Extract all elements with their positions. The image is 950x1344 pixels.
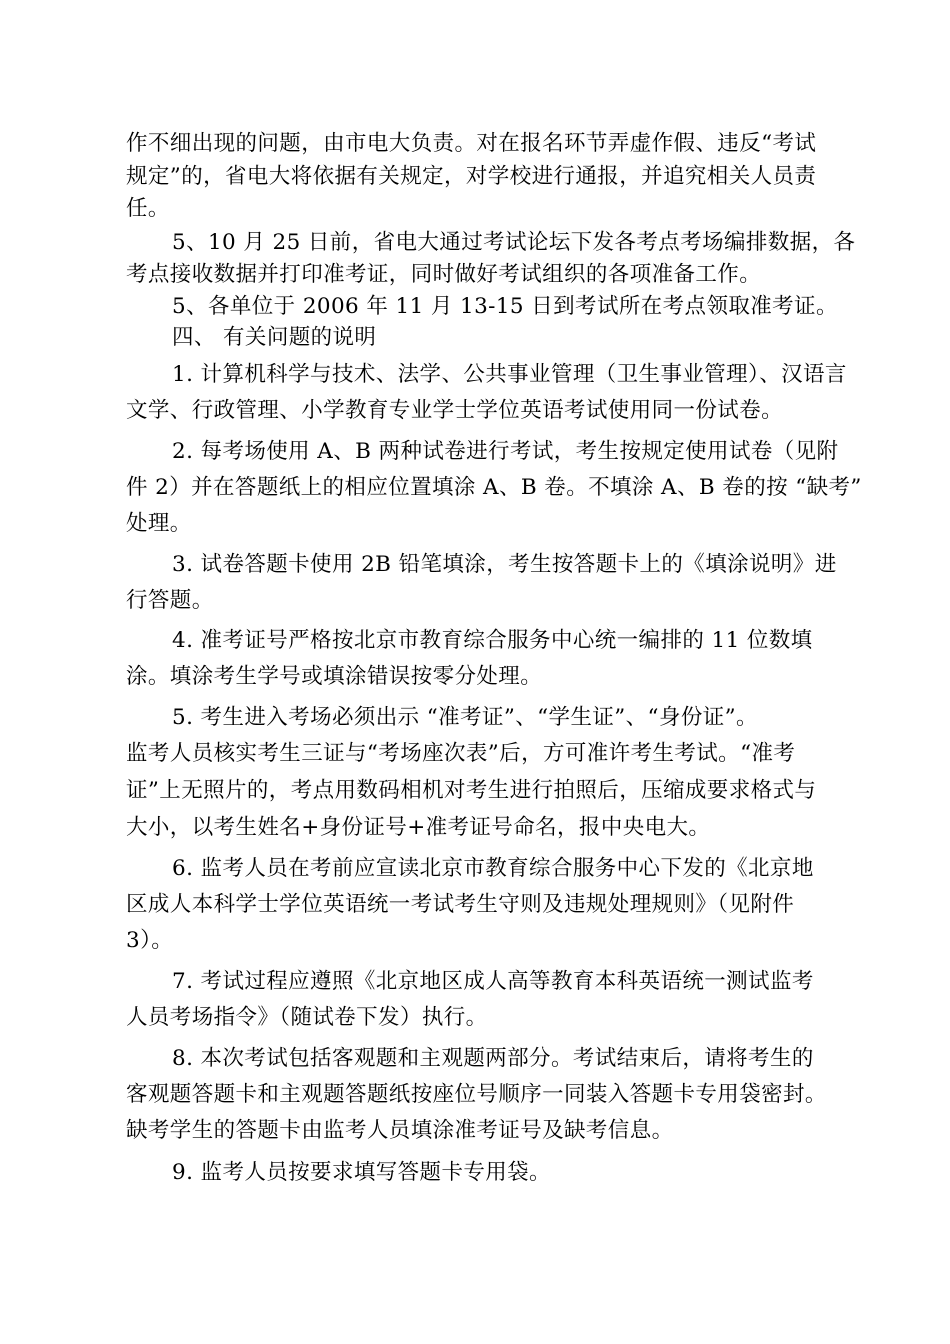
- text-line: 处理。: [126, 511, 192, 536]
- text-line: 5、各单位于 2006 年 11 月 13-15 日到考试所在考点领取准考证。: [172, 294, 838, 319]
- text-line: 监考人员核实考生三证与“考场座次表”后，方可准许考生考试。“准考: [126, 741, 796, 766]
- text-line: 区成人本科学士学位英语统一考试考生守则及违规处理规则》（见附件: [126, 892, 795, 917]
- text-line: 文学、行政管理、小学教育专业学士学位英语考试使用同一份试卷。: [126, 398, 784, 423]
- text-line: 涂。填涂考生学号或填涂错误按零分处理。: [126, 664, 543, 689]
- section-heading: 四、 有关问题的说明: [172, 325, 377, 350]
- text-line: 件 2）并在答题纸上的相应位置填涂 A、B 卷。不填涂 A、B 卷的按 “缺考”: [126, 475, 862, 500]
- text-line: 6. 监考人员在考前应宣读北京市教育综合服务中心下发的《北京地: [172, 856, 814, 881]
- text-line: 4. 准考证号严格按北京市教育综合服务中心统一编排的 11 位数填: [172, 628, 813, 653]
- text-line: 3）。: [126, 928, 174, 953]
- text-line: 3. 试卷答题卡使用 2B 铅笔填涂，考生按答题卡上的《填涂说明》进: [172, 552, 837, 577]
- text-line: 1. 计算机科学与技术、法学、公共事业管理（卫生事业管理）、汉语言: [172, 362, 847, 387]
- text-line: 规定”的，省电大将依据有关规定，对学校进行通报，并追究相关人员责: [126, 164, 817, 189]
- text-line: 任。: [126, 196, 170, 221]
- text-line: 2. 每考场使用 A、B 两种试卷进行考试，考生按规定使用试卷（见附: [172, 439, 839, 464]
- text-line: 7. 考试过程应遵照《北京地区成人高等教育本科英语统一测试监考: [172, 969, 814, 994]
- text-line: 作不细出现的问题，由市电大负责。对在报名环节弄虚作假、违反“考试: [126, 131, 817, 156]
- text-line: 考点接收数据并打印准考证，同时做好考试组织的各项准备工作。: [126, 262, 762, 287]
- text-line: 客观题答题卡和主观题答题纸按座位号顺序一同装入答题卡专用袋密封。: [126, 1082, 827, 1107]
- text-line: 人员考场指令》（随试卷下发）执行。: [126, 1005, 488, 1030]
- text-line: 缺考学生的答题卡由监考人员填涂准考证号及缺考信息。: [126, 1118, 674, 1143]
- text-line: 5、10 月 25 日前，省电大通过考试论坛下发各考点考场编排数据，各: [172, 230, 856, 255]
- text-line: 8. 本次考试包括客观题和主观题两部分。考试结束后，请将考生的: [172, 1046, 814, 1071]
- text-line: 5. 考生进入考场必须出示 “准考证”、“学生证”、“身份证”。: [172, 705, 758, 730]
- text-line: 证”上无照片的，考点用数码相机对考生进行拍照后，压缩成要求格式与: [126, 778, 817, 803]
- text-line: 9. 监考人员按要求填写答题卡专用袋。: [172, 1160, 551, 1185]
- text-line: 大小，以考生姓名+身份证号+准考证号命名，报中央电大。: [126, 815, 711, 840]
- text-line: 行答题。: [126, 588, 214, 613]
